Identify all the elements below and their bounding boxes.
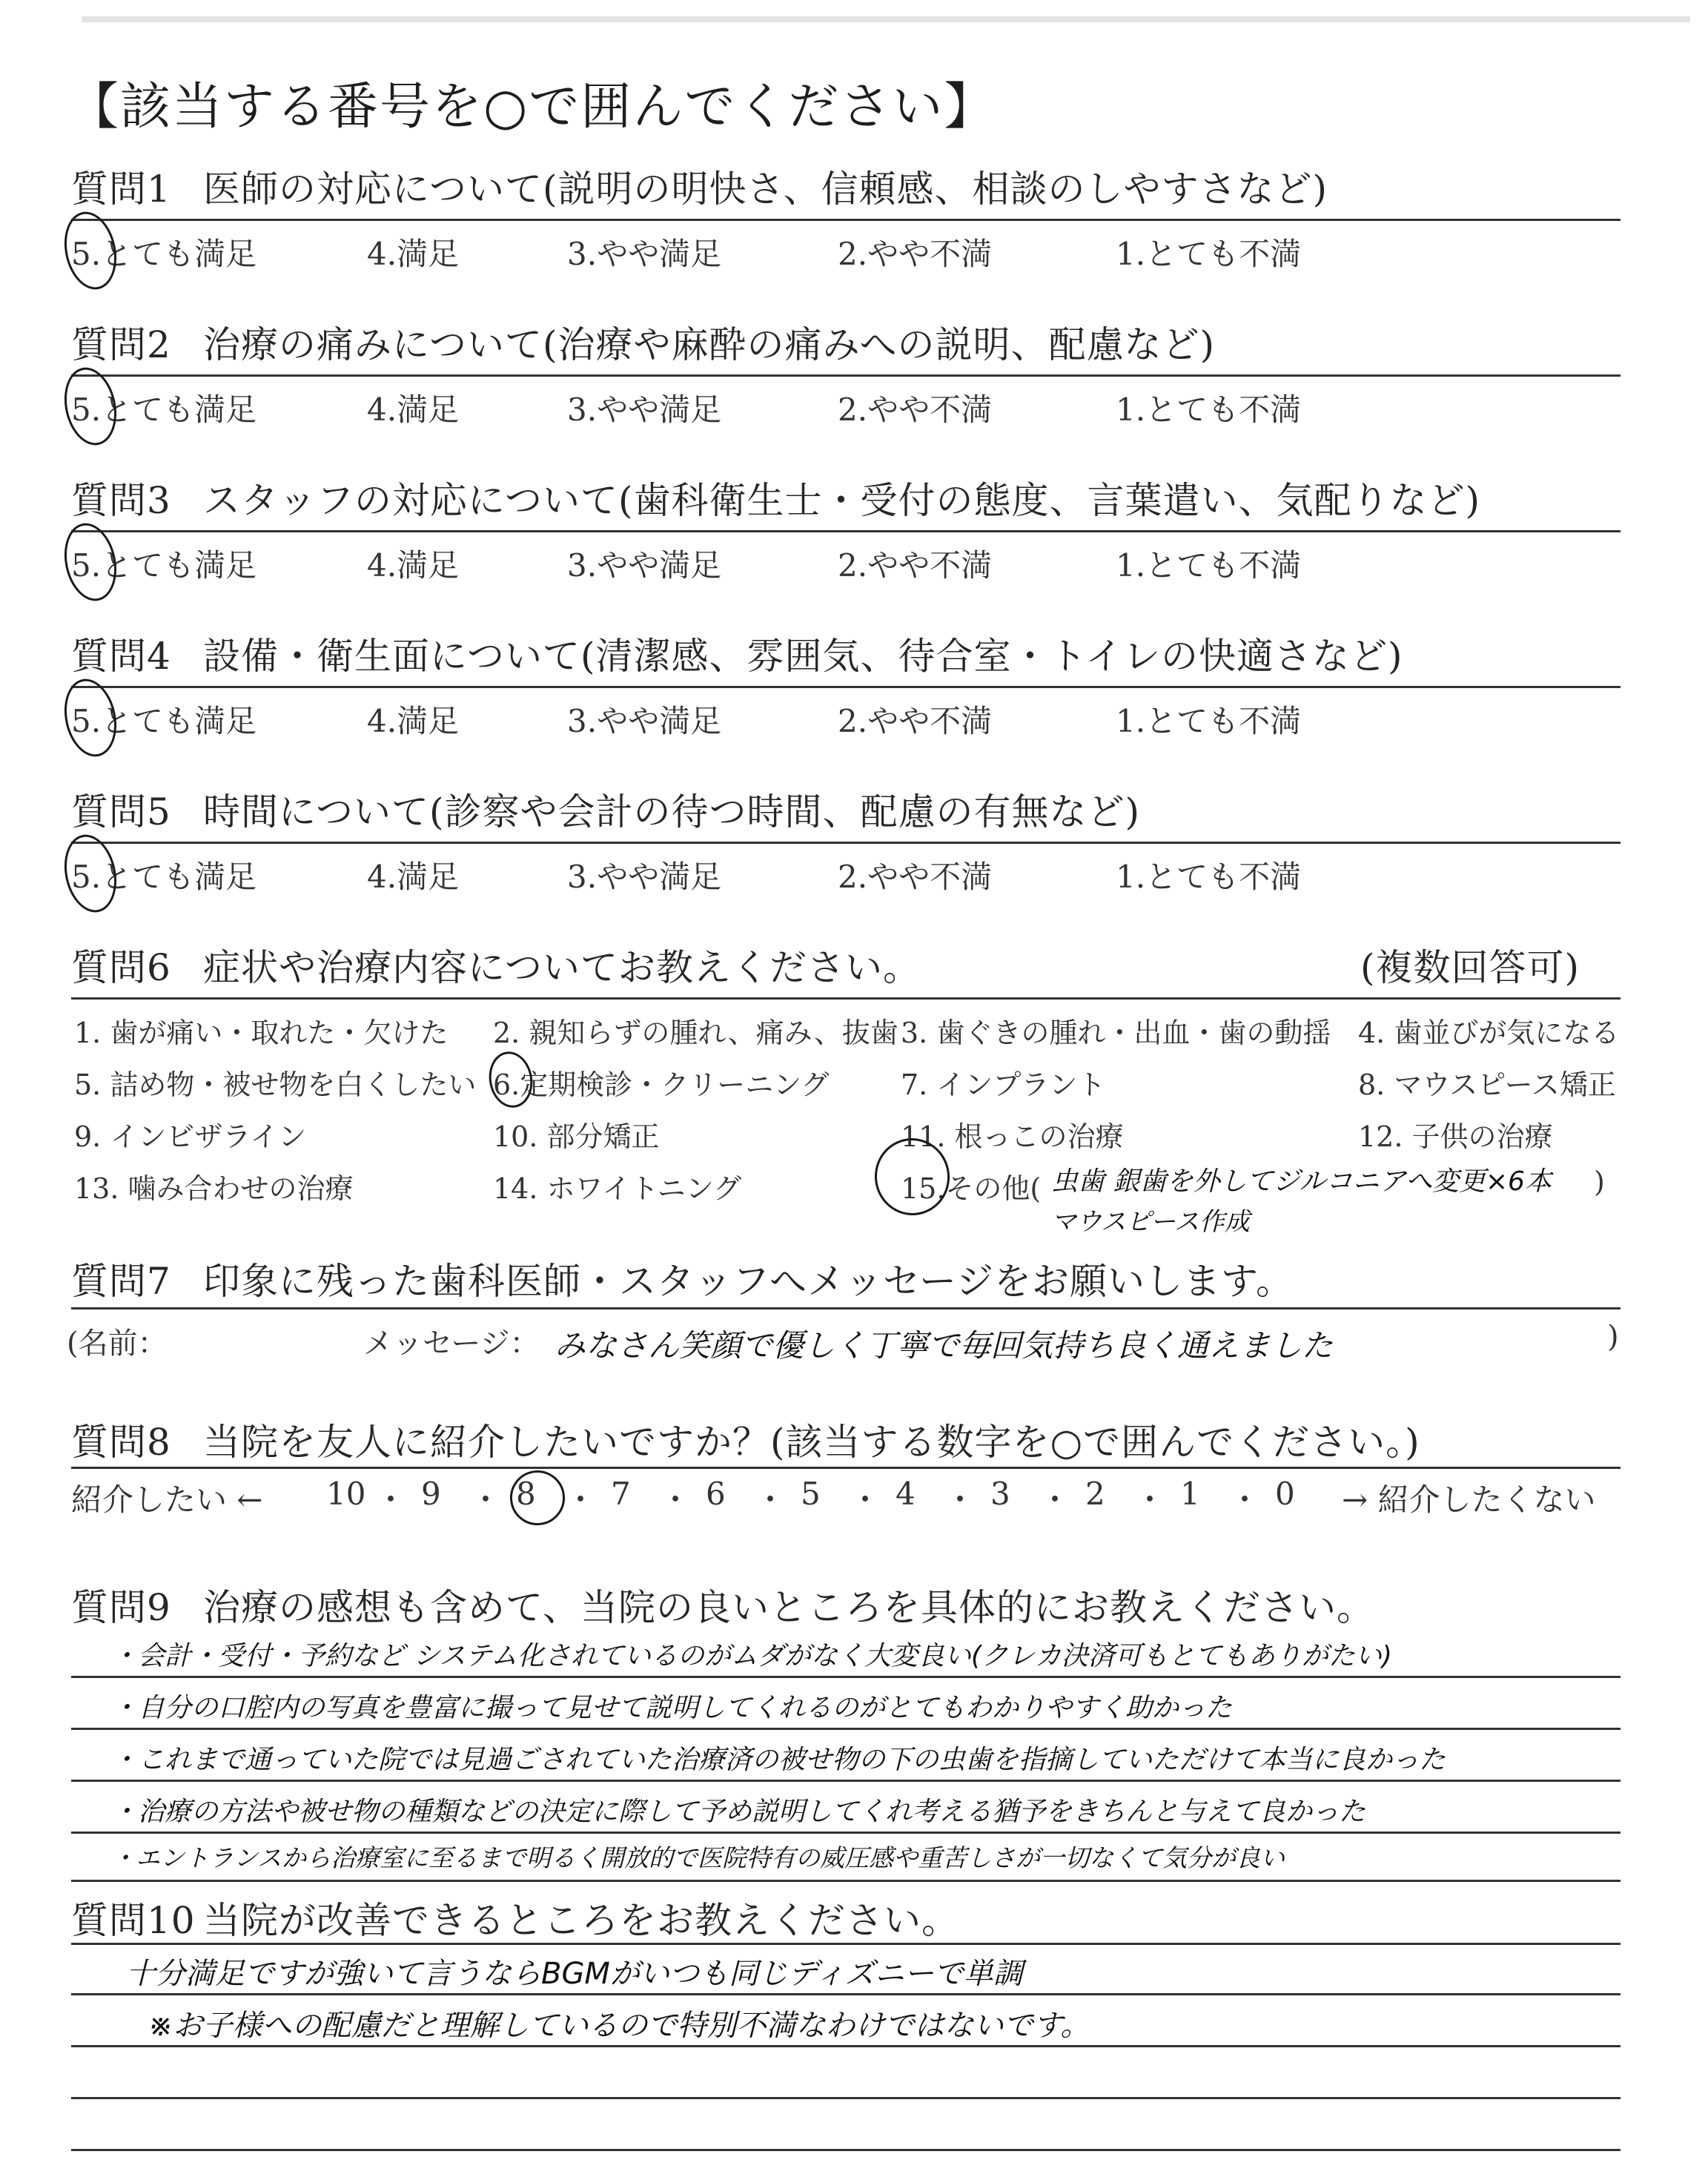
q8-scale-separator: ・ [944,1482,976,1518]
q8-scale-separator: ・ [565,1482,597,1518]
q10-number: 質問10 [71,1899,196,1942]
q8-text: 当院を友人に紹介したいですか？(該当する数字を○で囲んでください。) [203,1421,1420,1464]
q1-text: 医師の対応について(説明の明快さ、信頼感、相談のしやすさなど) [203,168,1328,211]
q8-scale-separator: ・ [660,1482,692,1518]
q4-rule [71,686,1621,688]
q1-option-3[interactable]: 3.やや満足 [567,236,722,272]
q7-title [71,1252,1294,1305]
q1-option-4[interactable]: 4.満足 [367,236,460,272]
q1-option-1[interactable]: 1.とても不満 [1116,236,1302,272]
q9-rule-line [71,1780,1621,1782]
q2-text: 治療の痛みについて(治療や麻酔の痛みへの説明、配慮など) [203,323,1216,366]
q6-item-3[interactable]: 3. 歯ぐきの腫れ・出血・歯の動揺 [901,1017,1331,1049]
q3-option-3[interactable]: 3.やや満足 [567,547,722,584]
q8-scale-7[interactable]: 7 [611,1476,631,1512]
q4-number: 質問4 [71,635,171,678]
q9-handwritten-line-1: ・会計・受付・予約など システム化されているのがムダがなく大変良い(クレカ決済可もとてもありがたい) [111,1641,1392,1671]
q6-title [71,938,921,991]
q1-option-5[interactable]: 5.とても満足 [71,236,257,272]
q3-option-2[interactable]: 2.やや不満 [838,547,993,584]
q2-option-3[interactable]: 3.やや満足 [567,392,722,428]
q8-scale-6[interactable]: 6 [706,1476,726,1512]
q8-scale-separator: ・ [850,1482,881,1518]
q1-title [71,159,1328,213]
q8-scale-9[interactable]: 9 [421,1476,441,1512]
q5-text: 時間について(診察や会計の待つ時間、配慮の有無など) [203,790,1141,833]
q2-option-2[interactable]: 2.やや不満 [838,392,993,428]
q6-item-7[interactable]: 7. インプラント [901,1069,1106,1101]
q8-scale-separator: ・ [1134,1482,1166,1518]
q9-rule-line [71,1880,1621,1882]
q8-scale-5[interactable]: 5 [801,1476,821,1512]
q9-number: 質問9 [71,1586,171,1629]
q3-title [71,471,1480,524]
q9-rule-line [71,1832,1621,1834]
q5-option-3[interactable]: 3.やや満足 [567,859,722,895]
top-border [82,16,1690,22]
q2-option-1[interactable]: 1.とても不満 [1116,392,1302,428]
q2-option-4[interactable]: 4.満足 [367,392,460,428]
q6-rule [71,997,1621,1000]
q9-title [71,1578,1374,1631]
q5-option-2[interactable]: 2.やや不満 [838,859,993,895]
q2-title [71,315,1215,369]
q6-item-8[interactable]: 8. マウスピース矯正 [1358,1069,1616,1101]
q8-scale-separator: ・ [470,1482,502,1518]
q2-rule [71,374,1621,377]
q6-item-14[interactable]: 14. ホワイトニング [493,1172,742,1205]
q10-rule-line [71,1993,1621,1995]
q8-scale-3[interactable]: 3 [990,1476,1010,1512]
q10-text: 当院が改善できるところをお教えください。 [203,1899,959,1942]
q3-number: 質問3 [71,479,171,522]
q9-handwritten-line-3: ・これまで通っていた院では見過ごされていた治療済の被せ物の下の虫歯を指摘していただけて本当に良かった [111,1745,1446,1775]
q2-number: 質問2 [71,323,171,366]
q6-other-close: ) [1594,1166,1605,1198]
q6-number: 質問6 [71,946,171,989]
q5-number: 質問5 [71,790,171,833]
q4-text: 設備・衛生面について(清潔感、雰囲気、待合室・トイレの快適さなど) [203,635,1403,678]
q5-option-4[interactable]: 4.満足 [367,859,460,895]
q5-rule [71,842,1621,844]
q6-item-4[interactable]: 4. 歯並びが気になる [1358,1017,1620,1049]
q10-rule-line [71,2045,1621,2047]
q8-scale-separator: ・ [375,1482,407,1518]
q4-option-3[interactable]: 3.やや満足 [567,703,722,739]
q10-title [71,1891,959,1944]
q9-handwritten-line-5: ・エントランスから治療室に至るまで明るく開放的で医院特有の威圧感や重苦しさが一切なくて気分が良い [111,1843,1285,1872]
q5-option-1[interactable]: 1.とても不満 [1116,859,1302,895]
q6-item-1[interactable]: 1. 歯が痛い・取れた・欠けた [74,1017,448,1049]
q4-option-2[interactable]: 2.やや不満 [838,703,993,739]
q3-option-5[interactable]: 5.とても満足 [71,547,257,584]
page-heading: 【該当する番号を○で囲んでください】 [68,78,996,136]
q8-scale-0[interactable]: 0 [1275,1476,1295,1512]
q7-close-paren: ) [1607,1320,1619,1354]
q1-number: 質問1 [71,168,171,211]
q8-rule [71,1467,1621,1469]
q8-scale-2[interactable]: 2 [1085,1476,1105,1512]
q1-option-2[interactable]: 2.やや不満 [838,236,993,272]
q3-option-1[interactable]: 1.とても不満 [1116,547,1302,584]
q7-rule [71,1307,1621,1309]
q6-item-10[interactable]: 10. 部分矯正 [493,1120,660,1153]
q5-option-5[interactable]: 5.とても満足 [71,859,257,895]
q7-text: 印象に残った歯科医師・スタッフへメッセージをお願いします。 [203,1260,1294,1303]
q8-scale-8[interactable]: 8 [516,1476,536,1512]
q7-number: 質問7 [71,1260,171,1303]
q6-note: (複数回答可) [1360,946,1580,989]
q3-text: スタッフの対応について(歯科衛生士・受付の態度、言葉遣い、気配りなど) [203,479,1481,522]
q8-scale-separator: ・ [755,1482,787,1518]
q10-rule-line [71,1943,1621,1945]
q10-rule-line [71,2097,1621,2099]
q6-item-13[interactable]: 13. 噛み合わせの治療 [74,1172,354,1205]
q9-handwritten-line-4: ・治療の方法や被せ物の種類などの決定に際して予め説明してくれ考える猶予をきちんと与えて良かった [111,1797,1366,1827]
q6-other-handwritten-2: マウスピース作成 [1051,1207,1250,1237]
q8-scale-1[interactable]: 1 [1180,1476,1200,1512]
q6-item-15[interactable]: 15.その他( [901,1172,1042,1205]
q8-scale-separator: ・ [1229,1482,1261,1518]
q3-rule [71,530,1621,532]
q8-scale-separator: ・ [1039,1482,1071,1518]
q9-rule-line [71,1728,1621,1730]
q8-right-label: → 紹介したくない [1342,1482,1596,1518]
q7-name-label: (名前： [67,1327,168,1361]
q9-text: 治療の感想も含めて、当院の良いところを具体的にお教えください。 [203,1586,1374,1629]
q4-option-5[interactable]: 5.とても満足 [71,703,257,739]
q9-handwritten-line-2: ・自分の口腔内の写真を豊富に撮って見せて説明してくれるのがとてもわかりやすく助かった [111,1693,1233,1723]
q7-message-handwritten: みなさん笑顔で優しく丁寧で毎回気持ち良く通えました [555,1327,1334,1364]
q6-text: 症状や治療内容についてお教えください。 [203,946,921,989]
q7-message-label: メッセージ： [363,1327,540,1361]
q6-item-11[interactable]: 11. 根っこの治療 [901,1120,1124,1153]
q8-left-label: 紹介したい ← [71,1482,263,1518]
q3-option-4[interactable]: 4.満足 [367,547,460,584]
q1-rule [71,219,1621,221]
q6-item-5[interactable]: 5. 詰め物・被せ物を白くしたい [74,1069,477,1101]
q9-rule-line [71,1676,1621,1678]
q8-number: 質問8 [71,1421,171,1464]
q8-scale-4[interactable]: 4 [896,1476,916,1512]
q4-option-1[interactable]: 1.とても不満 [1116,703,1302,739]
q6-item-6[interactable]: 6.定期検診・クリーニング [493,1069,830,1101]
q5-title [71,782,1140,836]
q6-item-12[interactable]: 12. 子供の治療 [1358,1120,1553,1153]
q10-handwritten-line-1: 十分満足ですが強いて言うならBGMがいつも同じディズニーで単調 [126,1957,1023,1991]
q6-item-2[interactable]: 2. 親知らずの腫れ、痛み、抜歯 [493,1017,898,1049]
q6-other-handwritten-1: 虫歯 銀歯を外してジルコニアへ変更×6本 [1051,1166,1552,1197]
q4-title [71,627,1403,680]
q2-option-5[interactable]: 5.とても満足 [71,392,257,428]
q6-item-9[interactable]: 9. インビザライン [74,1120,307,1153]
q8-scale-10[interactable]: 10 [326,1476,366,1512]
q10-handwritten-line-2: ※お子様への配慮だと理解しているので特別不満なわけではないです。 [148,2009,1090,2043]
q10-rule-line [71,2149,1621,2151]
q4-option-4[interactable]: 4.満足 [367,703,460,739]
q8-title [71,1413,1420,1466]
